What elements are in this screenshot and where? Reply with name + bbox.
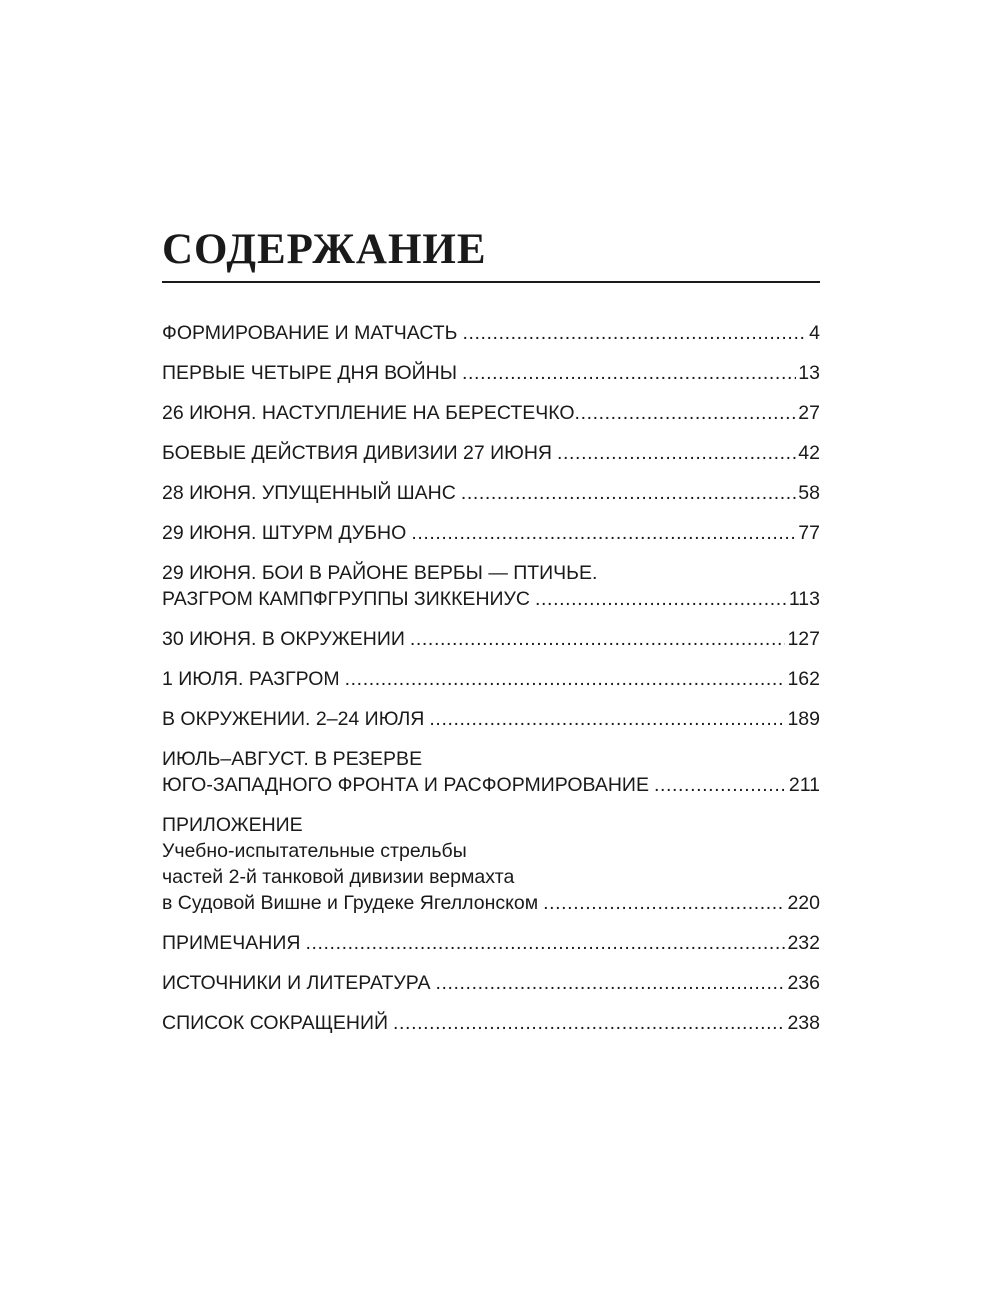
toc-entry[interactable] (162, 970, 820, 996)
toc-entry[interactable] (162, 520, 820, 546)
toc-entry[interactable] (162, 746, 820, 798)
dot-leader (462, 360, 796, 386)
dot-leader (535, 586, 787, 612)
toc-entry[interactable] (162, 440, 820, 466)
dot-leader (462, 320, 807, 346)
toc-entry[interactable] (162, 666, 820, 692)
dot-leader (435, 970, 785, 996)
toc-entry-page: 4 (809, 322, 820, 344)
toc-entry-page: 232 (787, 932, 820, 954)
toc-entry[interactable] (162, 812, 820, 916)
toc-entry-title: РАЗГРОМ КАМПФГРУППЫ ЗИККЕНИУС (162, 588, 531, 610)
toc-entry[interactable] (162, 1010, 820, 1036)
toc-entry-title: 28 ИЮНЯ. УПУЩЕННЫЙ ШАНС (162, 482, 456, 504)
toc-entry-title: В ОКРУЖЕНИИ. 2–24 ИЮЛЯ (162, 708, 425, 730)
toc-entry-title: ПЕРВЫЕ ЧЕТЫРЕ ДНЯ ВОЙНЫ (162, 362, 458, 384)
page-title: СОДЕРЖАНИЕ (162, 228, 820, 283)
toc-entry-page: 27 (798, 402, 820, 424)
dot-leader (410, 626, 786, 652)
toc-entry-page: 77 (798, 522, 820, 544)
toc-entry-page: 211 (788, 774, 820, 796)
toc-entry-title: 29 ИЮНЯ. БОИ В РАЙОНЕ ВЕРБЫ — ПТИЧЬЕ. (162, 562, 598, 584)
toc-entry-title: БОЕВЫЕ ДЕЙСТВИЯ ДИВИЗИИ 27 ИЮНЯ (162, 442, 552, 464)
toc-entry-title: ИСТОЧНИКИ И ЛИТЕРАТУРА (162, 972, 431, 994)
toc-entry-page: 220 (787, 892, 820, 914)
toc-entry[interactable] (162, 480, 820, 506)
toc-entry[interactable] (162, 320, 820, 346)
toc-list (162, 283, 820, 1036)
dot-leader (461, 480, 796, 506)
dot-leader (305, 930, 785, 956)
toc-entry-title: СПИСОК СОКРАЩЕНИЙ (162, 1012, 389, 1034)
toc-entry-title: ЮГО-ЗАПАДНОГО ФРОНТА И РАСФОРМИРОВАНИЕ (162, 774, 649, 796)
toc-entry-subtitle: Учебно-испытательные стрельбы (162, 840, 467, 862)
toc-entry[interactable] (162, 706, 820, 732)
toc-entry[interactable] (162, 360, 820, 386)
toc-entry-page: 13 (798, 362, 820, 384)
toc-entry[interactable] (162, 930, 820, 956)
toc-entry-page: 42 (798, 442, 820, 464)
dot-leader (429, 706, 785, 732)
toc-entry-title: 1 ИЮЛЯ. РАЗГРОМ (162, 668, 340, 690)
toc-entry-page: 236 (787, 972, 820, 994)
toc-entry-title: ИЮЛЬ–АВГУСТ. В РЕЗЕРВЕ (162, 748, 423, 770)
toc-entry[interactable] (162, 560, 820, 612)
toc-entry-subtitle: в Судовой Вишне и Грудеке Ягеллонском (162, 892, 539, 914)
dot-leader (557, 440, 796, 466)
toc-entry-title: ПРИМЕЧАНИЯ (162, 932, 301, 954)
dot-leader (543, 890, 785, 916)
toc-entry-page: 127 (787, 628, 820, 650)
toc-entry-page: 58 (798, 482, 820, 504)
dot-leader (575, 400, 797, 426)
toc-entry-page: 162 (787, 668, 820, 690)
toc-entry-title: ПРИЛОЖЕНИЕ (162, 814, 303, 836)
dot-leader (411, 520, 796, 546)
dot-leader (345, 666, 786, 692)
toc-entry-subtitle: частей 2-й танковой дивизии вермахта (162, 866, 515, 888)
table-of-contents (162, 228, 820, 1050)
dot-leader (393, 1010, 785, 1036)
toc-entry-title: ФОРМИРОВАНИЕ И МАТЧАСТЬ (162, 322, 458, 344)
toc-entry-page: 189 (787, 708, 820, 730)
dot-leader (654, 772, 787, 798)
toc-entry-title: 26 ИЮНЯ. НАСТУПЛЕНИЕ НА БЕРЕСТЕЧКО (162, 402, 575, 424)
toc-entry-title: 30 ИЮНЯ. В ОКРУЖЕНИИ (162, 628, 405, 650)
toc-entry-page: 113 (788, 588, 820, 610)
toc-entry[interactable] (162, 400, 820, 426)
toc-entry-title: 29 ИЮНЯ. ШТУРМ ДУБНО (162, 522, 407, 544)
toc-entry[interactable] (162, 626, 820, 652)
toc-entry-page: 238 (787, 1012, 820, 1034)
